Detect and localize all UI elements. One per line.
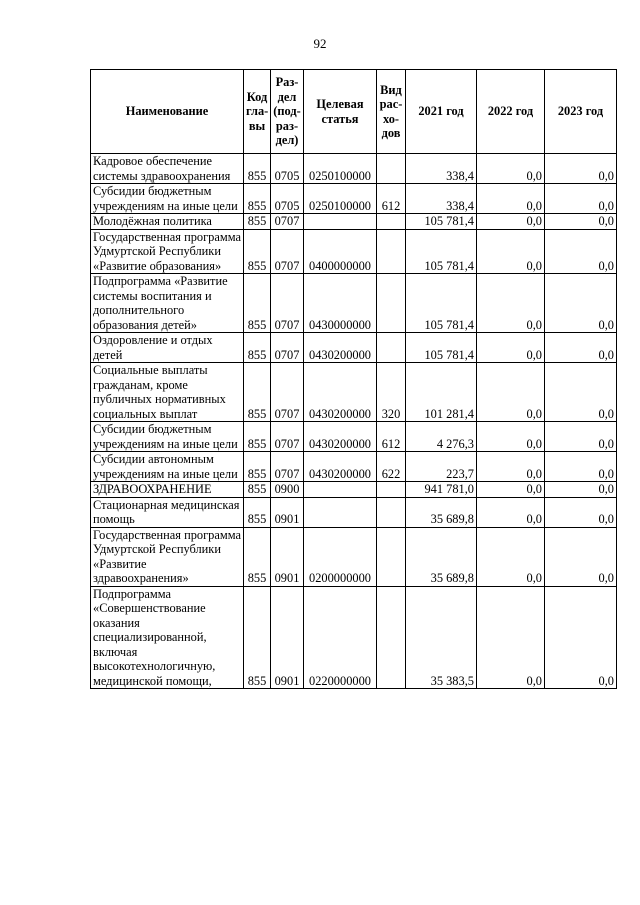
header-section: Раз- дел (под- раз- дел) [271, 70, 304, 154]
table-row [91, 229, 617, 274]
row-article: 0200000000 [304, 527, 377, 586]
row-section: 0900 [271, 482, 304, 498]
row-article: 0250100000 [304, 154, 377, 184]
header-2021: 2021 год [406, 70, 477, 154]
row-article: 0220000000 [304, 586, 377, 689]
row-kind [377, 527, 406, 586]
row-article [304, 497, 377, 527]
table-row [91, 214, 617, 230]
row-2021: 4 276,3 [406, 422, 477, 452]
row-2022: 0,0 [477, 184, 545, 214]
row-name: Подпрограмма «Развитие системы воспитания и дополнительного образования детей» [91, 274, 244, 333]
row-2023: 0,0 [545, 274, 617, 333]
row-section: 0707 [271, 452, 304, 482]
row-2022: 0,0 [477, 482, 545, 498]
table-row [91, 154, 617, 184]
row-2021: 105 781,4 [406, 333, 477, 363]
row-2022: 0,0 [477, 363, 545, 422]
row-article: 0400000000 [304, 229, 377, 274]
row-section: 0707 [271, 363, 304, 422]
row-name: Кадровое обеспечение системы здравоохранения [91, 154, 244, 184]
row-section: 0705 [271, 184, 304, 214]
row-2023: 0,0 [545, 184, 617, 214]
row-kind: 612 [377, 184, 406, 214]
row-2021: 105 781,4 [406, 229, 477, 274]
row-name: Молодёжная политика [91, 214, 244, 230]
row-2023: 0,0 [545, 154, 617, 184]
row-2022: 0,0 [477, 214, 545, 230]
row-2023: 0,0 [545, 363, 617, 422]
row-2022: 0,0 [477, 229, 545, 274]
table-row [91, 527, 617, 586]
row-2022: 0,0 [477, 154, 545, 184]
row-code: 855 [244, 586, 271, 689]
row-name: Государственная программа Удмуртской Республики «Развитие образования» [91, 229, 244, 274]
row-section: 0707 [271, 333, 304, 363]
row-section: 0707 [271, 214, 304, 230]
row-code: 855 [244, 452, 271, 482]
row-name: Государственная программа Удмуртской Республики «Развитие здравоохранения» [91, 527, 244, 586]
row-2021: 35 689,8 [406, 497, 477, 527]
table-row [91, 497, 617, 527]
header-code: Код гла- вы [244, 70, 271, 154]
header-name: Наименование [91, 70, 244, 154]
table-row [91, 452, 617, 482]
row-section: 0707 [271, 229, 304, 274]
table-row [91, 586, 617, 689]
row-article: 0430000000 [304, 274, 377, 333]
table-row [91, 274, 617, 333]
row-2023: 0,0 [545, 497, 617, 527]
row-article: 0430200000 [304, 452, 377, 482]
row-2022: 0,0 [477, 422, 545, 452]
table-row [91, 363, 617, 422]
row-section: 0901 [271, 586, 304, 689]
row-2021: 105 781,4 [406, 274, 477, 333]
row-article: 0430200000 [304, 422, 377, 452]
row-code: 855 [244, 497, 271, 527]
row-article [304, 214, 377, 230]
row-2023: 0,0 [545, 333, 617, 363]
row-section: 0707 [271, 274, 304, 333]
table-row [91, 422, 617, 452]
row-2021: 941 781,0 [406, 482, 477, 498]
row-name: ЗДРАВООХРАНЕНИЕ [91, 482, 244, 498]
row-code: 855 [244, 184, 271, 214]
row-2023: 0,0 [545, 214, 617, 230]
row-2021: 338,4 [406, 154, 477, 184]
row-2021: 101 281,4 [406, 363, 477, 422]
row-2023: 0,0 [545, 586, 617, 689]
row-code: 855 [244, 229, 271, 274]
row-kind [377, 229, 406, 274]
row-code: 855 [244, 154, 271, 184]
row-name: Социальные выплаты гражданам, кроме публичных нормативных социальных выплат [91, 363, 244, 422]
row-code: 855 [244, 527, 271, 586]
row-2023: 0,0 [545, 452, 617, 482]
row-2021: 35 383,5 [406, 586, 477, 689]
row-2022: 0,0 [477, 452, 545, 482]
table-body [91, 154, 617, 689]
table-row [91, 482, 617, 498]
row-section: 0901 [271, 527, 304, 586]
row-name: Стационарная медицинская помощь [91, 497, 244, 527]
page-number: 92 [313, 36, 327, 51]
row-name: Субсидии бюджетным учреждениям на иные цели [91, 184, 244, 214]
row-kind [377, 333, 406, 363]
row-2023: 0,0 [545, 482, 617, 498]
row-2021: 105 781,4 [406, 214, 477, 230]
row-kind: 612 [377, 422, 406, 452]
budget-table [90, 69, 617, 689]
row-2023: 0,0 [545, 527, 617, 586]
header-kind: Вид рас- хо- дов [377, 70, 406, 154]
row-code: 855 [244, 482, 271, 498]
row-kind [377, 274, 406, 333]
row-code: 855 [244, 363, 271, 422]
row-2022: 0,0 [477, 586, 545, 689]
row-code: 855 [244, 333, 271, 363]
row-2022: 0,0 [477, 274, 545, 333]
header-row [91, 70, 617, 154]
row-kind [377, 214, 406, 230]
row-name: Оздоровление и отдых детей [91, 333, 244, 363]
row-code: 855 [244, 422, 271, 452]
row-2023: 0,0 [545, 229, 617, 274]
row-article: 0250100000 [304, 184, 377, 214]
row-2022: 0,0 [477, 333, 545, 363]
row-name: Субсидии автономным учреждениям на иные цели [91, 452, 244, 482]
row-name: Субсидии бюджетным учреждениям на иные цели [91, 422, 244, 452]
row-2021: 223,7 [406, 452, 477, 482]
row-section: 0705 [271, 154, 304, 184]
row-article: 0430200000 [304, 363, 377, 422]
row-section: 0901 [271, 497, 304, 527]
table-row [91, 333, 617, 363]
row-kind: 622 [377, 452, 406, 482]
row-article [304, 482, 377, 498]
row-kind [377, 586, 406, 689]
header-2022: 2022 год [477, 70, 545, 154]
row-2022: 0,0 [477, 527, 545, 586]
row-2023: 0,0 [545, 422, 617, 452]
row-kind [377, 154, 406, 184]
row-section: 0707 [271, 422, 304, 452]
header-2023: 2023 год [545, 70, 617, 154]
row-2021: 338,4 [406, 184, 477, 214]
row-code: 855 [244, 214, 271, 230]
header-article: Целевая статья [304, 70, 377, 154]
row-code: 855 [244, 274, 271, 333]
row-kind: 320 [377, 363, 406, 422]
row-kind [377, 482, 406, 498]
row-article: 0430200000 [304, 333, 377, 363]
row-2021: 35 689,8 [406, 527, 477, 586]
table-row [91, 184, 617, 214]
row-2022: 0,0 [477, 497, 545, 527]
row-kind [377, 497, 406, 527]
row-name: Подпрограмма «Совершенствование оказания специализированной, включая высокотехнологичную, медицинской помощи, [91, 586, 244, 689]
